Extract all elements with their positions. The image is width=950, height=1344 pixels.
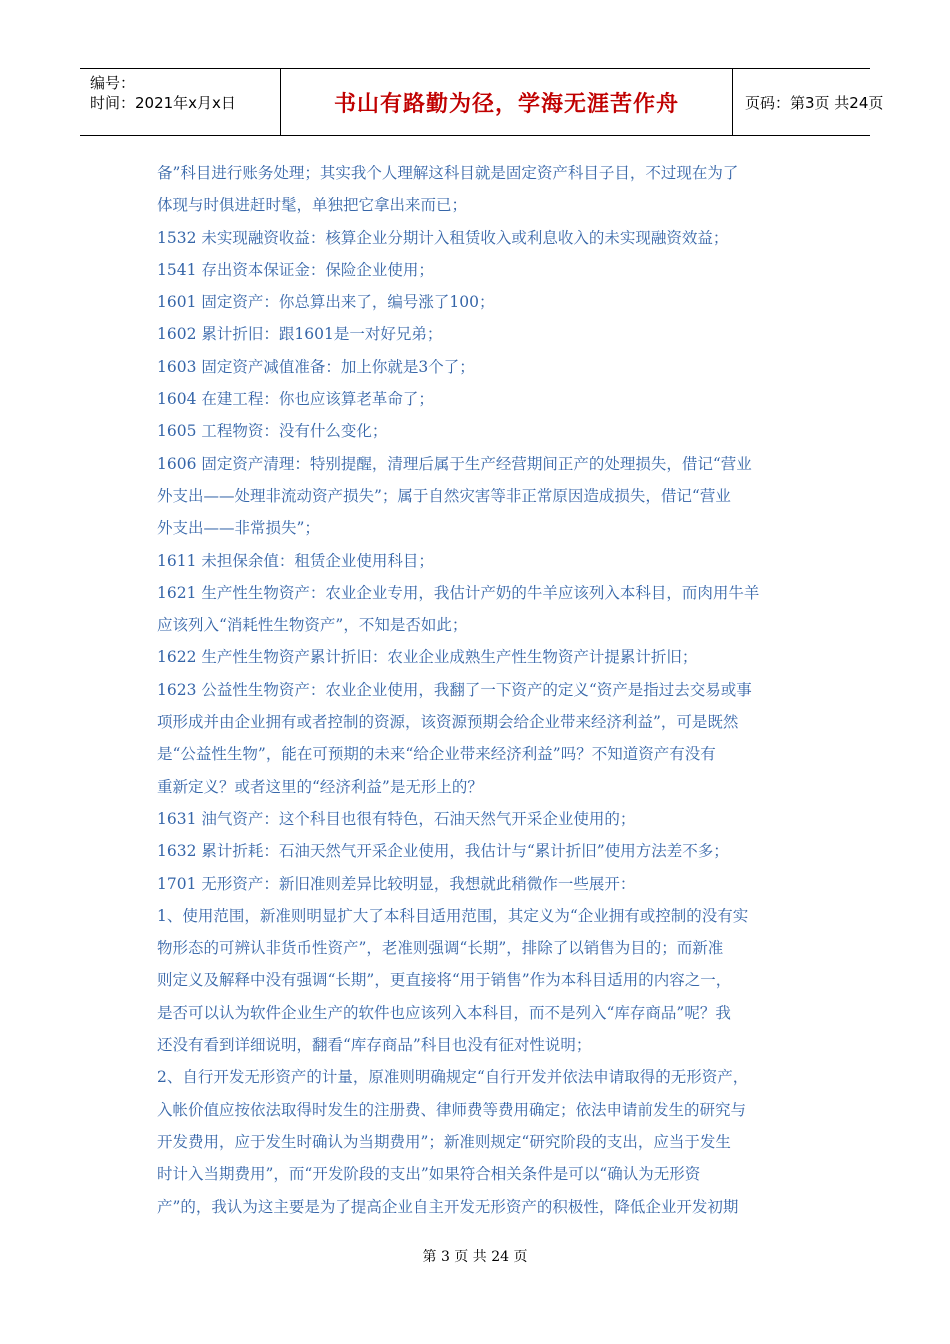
body-text-line: 重新定义？或者这里的“经济利益”是无形上的？ [157,777,483,796]
document-body [157,157,807,1223]
document-time-label: 时间：2021年x月x日 [90,94,236,112]
body-text-line: 1701 无形资产：新旧准则差异比较明显，我想就此稍微作一些展开： [157,874,636,893]
header-page-number: 页码：第3页 共24页 [745,94,884,112]
body-text-line: 外支出——处理非流动资产损失”；属于自然灾害等非正常原因造成损失，借记“营业 [157,486,731,505]
body-text-line: 外支出——非常损失”； [157,519,320,538]
page-header [80,68,884,136]
body-text-line: 产”的，我认为这主要是为了提高企业自主开发无形资产的积极性，降低企业开发初期 [157,1197,739,1216]
body-text-line: 1631 油气资产：这个科目也很有特色，石油天然气开采企业使用的； [157,809,636,828]
body-text-line: 开发费用，应于发生时确认为当期费用”；新准则规定“研究阶段的支出，应当于发生 [157,1132,731,1151]
body-text-line: 项形成并由企业拥有或者控制的资源，该资源预期会给企业带来经济利益”，可是既然 [157,713,739,732]
body-text-line: 1532 未实现融资收益：核算企业分期计入租赁收入或利息收入的未实现融资效益； [157,228,729,247]
body-text-line: 1、使用范围，新准则明显扩大了本科目适用范围，其定义为“企业拥有或控制的没有实 [157,906,749,925]
body-text-line: 2、自行开发无形资产的计量，原准则明确规定“自行开发并依法申请取得的无形资产， [157,1068,749,1087]
body-text-line: 还没有看到详细说明，翻看“库存商品”科目也没有征对性说明； [157,1036,592,1055]
body-text-line: 体现与时俱进赶时髦，单独把它拿出来而已； [157,196,468,215]
body-text-line: 备”科目进行账务处理；其实我个人理解这科目就是固定资产科目子目，不过现在为了 [157,164,739,182]
body-text-line: 1605 工程物资：没有什么变化； [157,422,388,441]
page-footer: 第 3 页 共 24 页 [422,1249,528,1265]
body-text-line: 1611 未担保余值：租赁企业使用科目； [157,551,434,570]
body-text-line: 1606 固定资产清理：特别提醒，清理后属于生产经营期间正产的处理损失，借记“营业 [157,454,752,473]
body-text-line: 1601 固定资产：你总算出来了，编号涨了100； [157,293,495,312]
body-text-line: 物形态的可辨认非货币性资产”，老准则强调“长期”，排除了以销售为目的；而新准 [157,939,724,958]
body-text-line: 1603 固定资产减值准备：加上你就是3个了； [157,357,475,376]
body-text-line: 1632 累计折耗：石油天然气开采企业使用，我估计与“累计折旧”使用方法差不多； [157,842,729,861]
body-text-line: 1541 存出资本保证金：保险企业使用； [157,260,434,279]
body-text-line: 1622 生产性生物资产累计折旧：农业企业成熟生产性生物资产计提累计折旧； [157,648,698,667]
body-text-line: 是否可以认为软件企业生产的软件也应该列入本科目，而不是列入“库存商品”呢？我 [157,1003,731,1022]
header-meta [80,69,281,135]
body-text-line: 是“公益性生物”，能在可预期的未来“给企业带来经济利益”吗？不知道资产有没有 [157,745,716,764]
body-text-line: 1604 在建工程：你也应该算老革命了； [157,390,434,409]
body-text-line: 1621 生产性生物资产：农业企业专用，我估计产奶的牛羊应该列入本科目，而肉用牛羊 [157,583,760,602]
body-text-line: 1602 累计折旧：跟1601是一对好兄弟； [157,325,443,344]
body-text-line: 应该列入“消耗性生物资产”，不知是否如此； [157,616,468,635]
body-text-line: 时计入当期费用”，而“开发阶段的支出”如果符合相关条件是可以“确认为无形资 [157,1165,701,1184]
body-text-line: 1623 公益性生物资产：农业企业使用，我翻了一下资产的定义“资产是指过去交易或事 [157,680,752,699]
header-motto-cell [281,69,733,135]
document-number-label: 编号： [90,74,136,92]
body-text-line: 入帐价值应按依法取得时发生的注册费、律师费等费用确定；依法申请前发生的研究与 [157,1100,747,1119]
header-motto: 书山有路勤为径，学海无涯苦作舟 [333,91,679,117]
body-text-line: 则定义及解释中没有强调“长期”，更直接将“用于销售”作为本科目适用的内容之一， [157,971,732,990]
